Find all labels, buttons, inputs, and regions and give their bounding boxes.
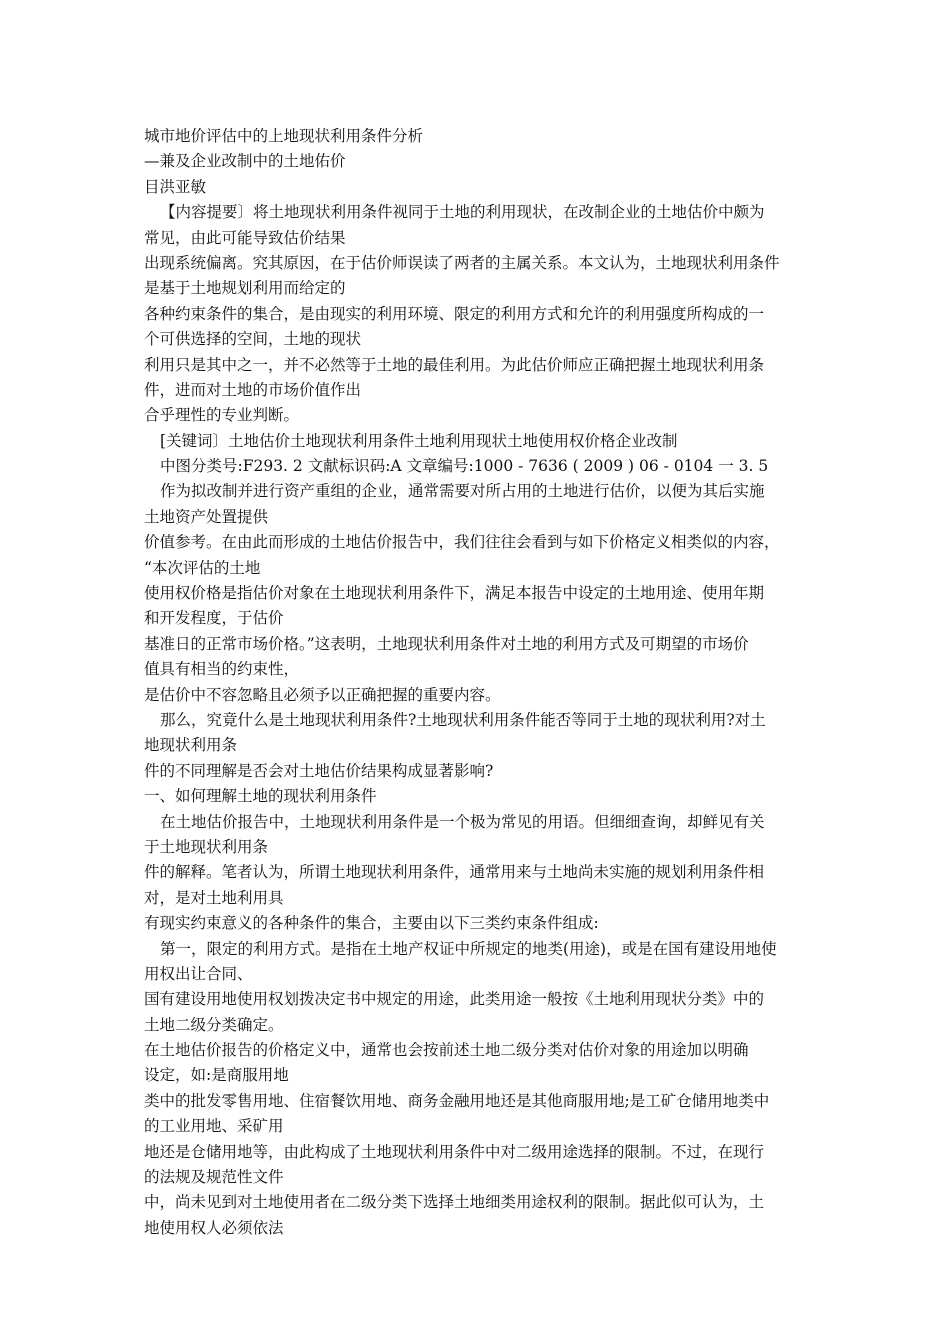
- text-line: 价值参考。在由此而形成的土地估价报告中，我们往往会看到与如下价格定义相类似的内容，: [144, 533, 780, 552]
- text-line: 中，尚未见到对土地使用者在二级分类下选择土地细类用途权利的限制。据此似可认为，土: [144, 1193, 765, 1212]
- document-subtitle: —兼及企业改制中的土地佑价: [144, 152, 346, 171]
- text-line: 类中的批发零售用地、住宿餐饮用地、商务金融用地还是其他商服用地;是工矿仓储用地类中: [144, 1091, 770, 1110]
- text-line: 土地二级分类确定。: [144, 1015, 284, 1034]
- text-line: 的工业用地、采矿用: [144, 1117, 284, 1136]
- text-line: 那么，究竟什么是土地现状利用条件?土地现状利用条件能否等同于土地的现状利用?对土: [160, 710, 766, 729]
- text-line: 利用只是其中之一，并不必然等于土地的最佳利用。为此估价师应正确把握土地现状利用条: [144, 355, 765, 374]
- text-line: 出现系统偏离。究其原因，在于估价师误读了两者的主属关系。本文认为，土地现状利用条件: [144, 253, 780, 272]
- text-line: 使用权价格是指估价对象在土地现状利用条件下，满足本报告中设定的土地用途、使用年期: [144, 584, 765, 603]
- text-line: 于土地现状利用条: [144, 837, 269, 856]
- text-line: 在土地估价报告的价格定义中，通常也会按前述土地二级分类对估价对象的用途加以明确: [144, 1041, 749, 1060]
- text-line: 件的解释。笔者认为，所谓土地现状利用条件，通常用来与土地尚未实施的规划利用条件相: [144, 863, 765, 882]
- text-line: 中图分类号:F293. 2 文献标识码:A 文章编号:1000 - 7636 ( 2009 ) 06 - 0104 一 3. 5: [160, 457, 769, 476]
- text-line: “本次评估的土地: [144, 558, 261, 577]
- text-line: 第一，限定的利用方式。是指在土地产权证中所规定的地类(用途)，或是在国有建设用地使: [160, 939, 777, 958]
- text-line: 土地资产处置提供: [144, 507, 269, 526]
- text-line: 件的不同理解是否会对土地估价结果构成显著影响?: [144, 761, 494, 780]
- text-line: 一、如何理解土地的现状利用条件: [144, 787, 377, 806]
- text-line: 对，是对土地利用具: [144, 888, 284, 907]
- text-line: 国有建设用地使用权划拨决定书中规定的用途，此类用途一般按《土地利用现状分类》中的: [144, 990, 765, 1009]
- text-line: 地现状利用条: [144, 736, 238, 755]
- text-line: 在土地估价报告中，土地现状利用条件是一个极为常见的用语。但细细查询，却鲜见有关: [160, 812, 765, 831]
- text-line: 是基于土地规划利用而给定的: [144, 279, 346, 298]
- document-author: 目洪亚敏: [144, 177, 207, 196]
- text-line: 用权出让合同、: [144, 964, 253, 983]
- document-body: [144, 124, 812, 1241]
- text-line: 和开发程度，于估价: [144, 609, 284, 628]
- text-line: 件，进而对土地的市场价值作出: [144, 380, 362, 399]
- text-line: 作为拟改制并进行资产重组的企业，通常需要对所占用的土地进行估价，以便为其后实施: [160, 482, 765, 501]
- text-line: [关键词〕土地估价土地现状利用条件土地利用现状土地使用权价格企业改制: [160, 431, 678, 450]
- text-line: 各种约束条件的集合，是由现实的利用环境、限定的利用方式和允许的利用强度所构成的一: [144, 304, 765, 323]
- text-line: 有现实约束意义的各种条件的集合，主要由以下三类约束条件组成:: [144, 914, 599, 933]
- text-line: 【内容提要〕将土地现状利用条件视同于土地的利用现状，在改制企业的土地估价中颇为: [160, 203, 765, 222]
- text-line: 设定，如:是商服用地: [144, 1066, 289, 1085]
- text-line: 地还是仓储用地等，由此构成了土地现状利用条件中对二级用途选择的限制。不过，在现行: [144, 1142, 765, 1161]
- text-line: 是估价中不容忽略且必须予以正确把握的重要内容。: [144, 685, 501, 704]
- text-line: 的法规及规范性文件: [144, 1168, 284, 1187]
- text-line: 常见，由此可能导致估价结果: [144, 228, 346, 247]
- document-title: 城市地价评估中的上地现状利用条件分析: [144, 127, 424, 145]
- text-line: 基准日的正常市场价格。”这表明，土地现状利用条件对土地的利用方式及可期望的市场价: [144, 634, 749, 653]
- text-line: 合乎理性的专业判断。: [144, 406, 300, 425]
- text-line: 个可供选择的空间，土地的现状: [144, 330, 362, 349]
- text-line: 地使用权人必须依法: [144, 1218, 284, 1237]
- text-line: 值具有相当的约束性，: [144, 660, 300, 679]
- body-text: [144, 200, 812, 1241]
